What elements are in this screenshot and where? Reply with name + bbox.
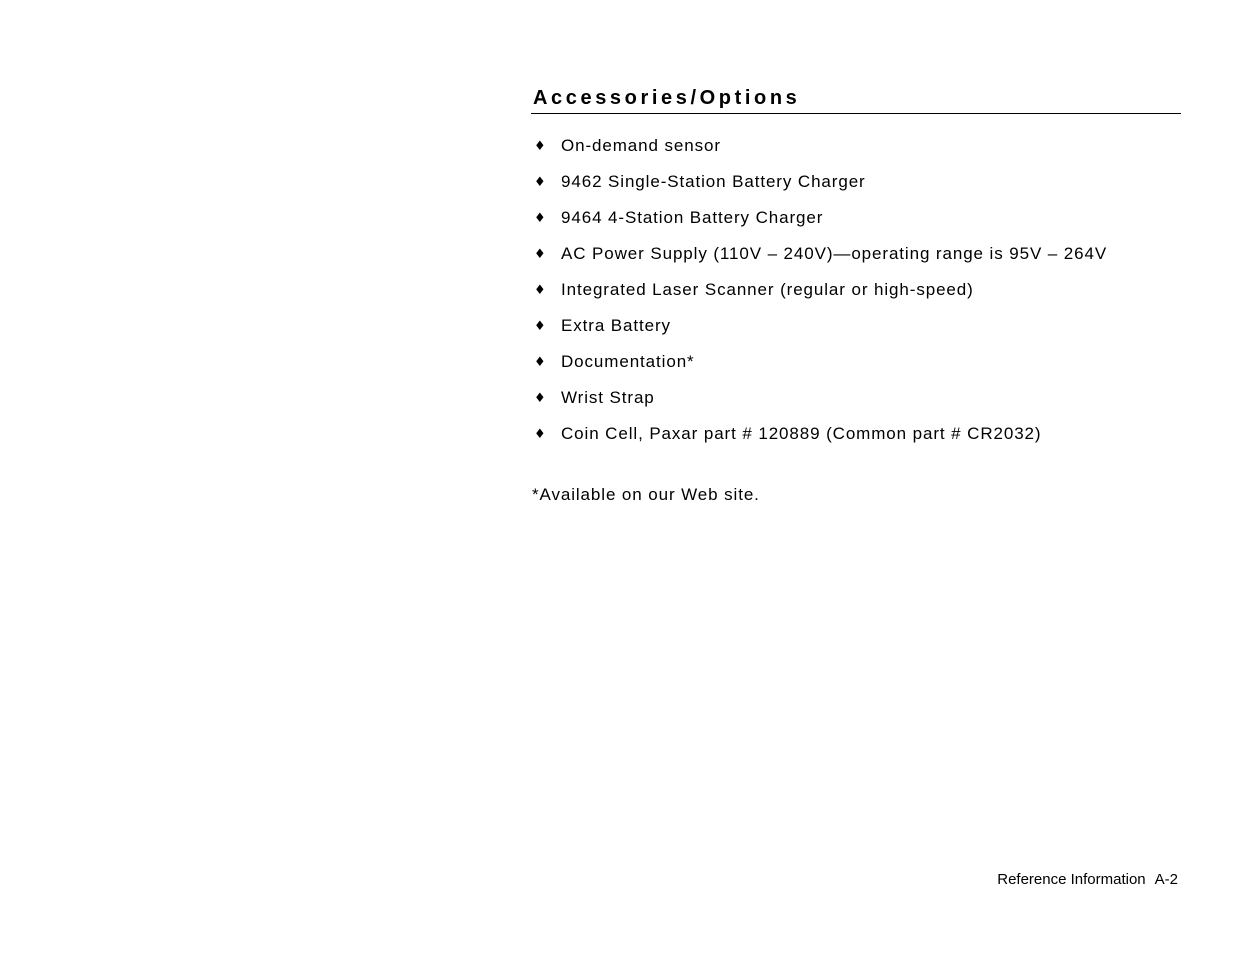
section-heading: Accessories/Options — [531, 84, 1181, 114]
page-footer — [997, 871, 1178, 888]
accessories-list — [534, 128, 1179, 452]
list-item — [534, 416, 1179, 452]
diamond-bullet-icon: ♦ — [534, 426, 547, 442]
diamond-bullet-icon: ♦ — [534, 210, 547, 226]
list-item-text: AC Power Supply (110V – 240V)—operating range is 95V – 264V — [561, 244, 1108, 263]
footer-section-name: Reference Information — [997, 871, 1146, 888]
list-item — [534, 128, 1179, 164]
diamond-bullet-icon: ♦ — [534, 282, 547, 298]
list-item — [534, 200, 1179, 236]
list-item — [534, 272, 1179, 308]
list-item — [534, 380, 1179, 416]
list-item — [534, 236, 1179, 272]
page-number: A-2 — [1154, 871, 1178, 888]
list-item-text: On-demand sensor — [561, 136, 721, 155]
list-item — [534, 344, 1179, 380]
list-item-text: Extra Battery — [561, 316, 671, 335]
diamond-bullet-icon: ♦ — [534, 246, 547, 262]
diamond-bullet-icon: ♦ — [534, 174, 547, 190]
list-item-text: Coin Cell, Paxar part # 120889 (Common part # CR2032) — [561, 424, 1042, 443]
list-item — [534, 308, 1179, 344]
list-item-text: 9462 Single-Station Battery Charger — [561, 172, 866, 191]
diamond-bullet-icon: ♦ — [534, 354, 547, 370]
list-item — [534, 164, 1179, 200]
accessories-section — [531, 84, 1181, 443]
list-item-text: 9464 4-Station Battery Charger — [561, 208, 824, 227]
footnote: *Available on our Web site. — [532, 485, 760, 504]
diamond-bullet-icon: ♦ — [534, 390, 547, 406]
diamond-bullet-icon: ♦ — [534, 318, 547, 334]
list-item-text: Wrist Strap — [561, 388, 655, 407]
diamond-bullet-icon: ♦ — [534, 138, 547, 154]
list-item-text: Documentation* — [561, 352, 695, 371]
list-item-text: Integrated Laser Scanner (regular or high-speed) — [561, 280, 974, 299]
